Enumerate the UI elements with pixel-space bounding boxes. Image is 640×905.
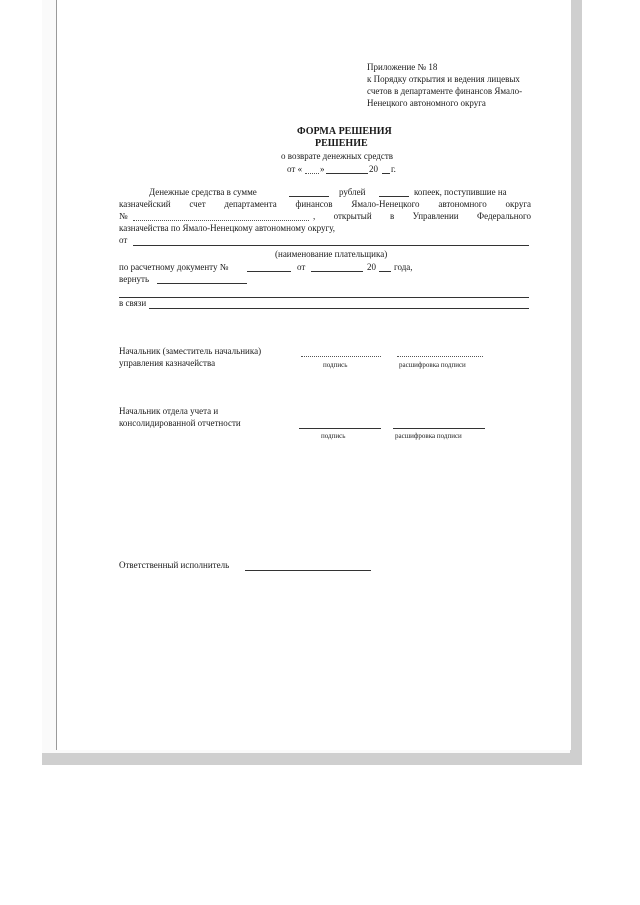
treasury-account-text: казначейский счет департамента финансов Ямало-Ненецкого автономного округа <box>119 199 531 209</box>
date-day-field[interactable] <box>305 173 319 174</box>
sum-rubles-field[interactable] <box>289 196 329 197</box>
return-label: вернуть <box>119 274 150 284</box>
treasury-office-text: казначейства по Ямало-Ненецкому автономному округу, <box>119 223 336 233</box>
opened-in-text: , открытый в Управлении Федерального <box>313 211 531 221</box>
payment-doc-year-suffix: года, <box>394 262 413 272</box>
date-year-suffix: г. <box>391 164 396 174</box>
return-to-field[interactable] <box>157 283 247 284</box>
accounting-title-line2: консолидированной отчетности <box>119 418 241 428</box>
rubles-label: рублей <box>339 187 366 197</box>
head-title-line2: управления казначейства <box>119 358 216 368</box>
appendix-number: Приложение № 18 <box>367 62 438 72</box>
payment-doc-number-field[interactable] <box>247 271 291 272</box>
payment-doc-label: по расчетному документу № <box>119 262 229 272</box>
date-year-field[interactable] <box>382 173 390 174</box>
accounting-decode-caption: расшифровка подписи <box>395 432 462 440</box>
kopecks-label: копеек, поступившие на <box>414 187 507 197</box>
document-sheet <box>56 0 571 750</box>
account-number-label: № <box>119 211 128 221</box>
accounting-signature-caption: подпись <box>321 432 346 440</box>
date-year-prefix: 20 <box>369 164 378 174</box>
sum-label: Денежные средства в сумме <box>149 187 257 197</box>
blank-line[interactable] <box>119 297 529 298</box>
decision-subtitle: о возврате денежных средств <box>281 151 394 161</box>
accounting-decode-field[interactable] <box>393 428 485 429</box>
date-prefix: от « <box>287 164 303 174</box>
appendix-line-4: Ненецкого автономного округа <box>367 98 486 108</box>
form-title: ФОРМА РЕШЕНИЯ <box>297 126 392 137</box>
executor-field[interactable] <box>245 570 371 571</box>
head-decode-field[interactable] <box>397 356 483 357</box>
date-quote-close: » <box>320 164 325 174</box>
payer-caption: (наименование плательщика) <box>275 249 388 259</box>
appendix-line-2: к Порядку открытия и ведения лицевых <box>367 74 520 84</box>
head-signature-caption: подпись <box>323 361 348 369</box>
head-signature-field[interactable] <box>301 356 381 357</box>
sum-kopecks-field[interactable] <box>379 196 409 197</box>
payer-name-field[interactable] <box>133 245 529 246</box>
payment-doc-year-prefix: 20 <box>367 262 376 272</box>
payment-doc-from-label: от <box>297 262 306 272</box>
date-month-field[interactable] <box>326 173 368 174</box>
head-title-line1: Начальник (заместитель начальника) <box>119 346 262 356</box>
accounting-title-line1: Начальник отдела учета и <box>119 406 219 416</box>
executor-label: Ответственный исполнитель <box>119 560 230 570</box>
reason-label: в связи <box>119 298 147 308</box>
head-decode-caption: расшифровка подписи <box>399 361 466 369</box>
accounting-signature-field[interactable] <box>299 428 381 429</box>
account-number-field[interactable] <box>133 220 309 221</box>
appendix-line-3: счетов в департаменте финансов Ямало- <box>367 86 523 96</box>
payment-doc-year-field[interactable] <box>379 271 391 272</box>
decision-title: РЕШЕНИЕ <box>315 138 368 149</box>
reason-field[interactable] <box>149 308 529 309</box>
payer-from-label: от <box>119 235 128 245</box>
payment-doc-date-field[interactable] <box>311 271 363 272</box>
